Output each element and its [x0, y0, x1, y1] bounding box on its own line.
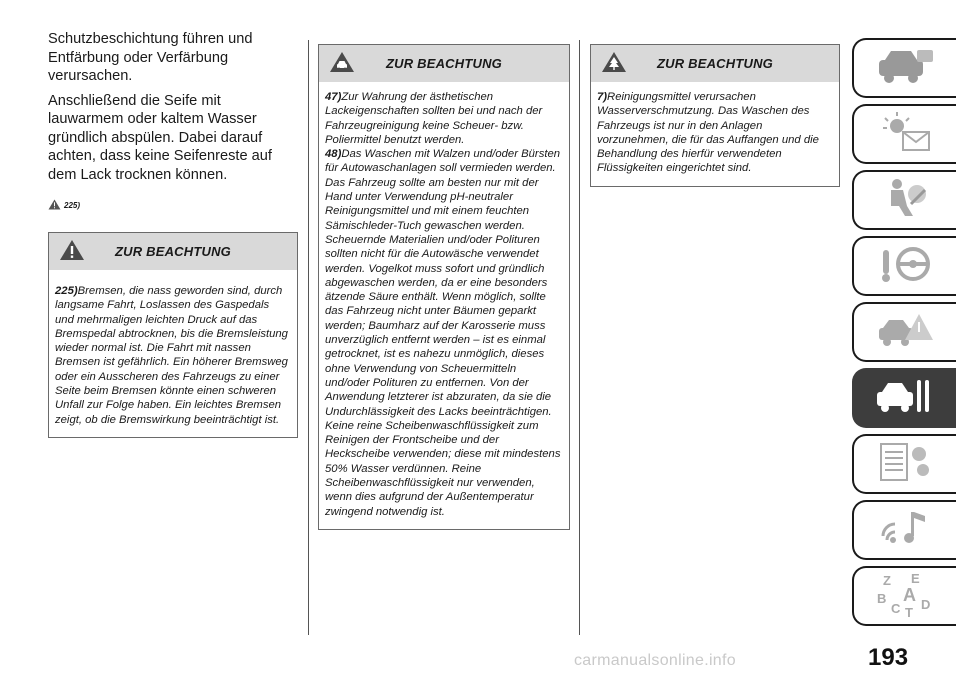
warning-triangle-icon [59, 239, 85, 266]
note-title: ZUR BEACHTUNG [115, 244, 231, 259]
alphabetical-index-icon [873, 569, 937, 624]
note-text: Bremsen, die nass geworden sind, durch langsame Fahrt, Loslassen des Gaspedals und mehrmaligen leichten Druck auf das Bremspedal abtrocknen, bis die Bremsleistung wieder normal ist. Die Fahrt mit nassen Bremsen ist gefährlich. Ein höherer Bremsweg oder ein Ausscheren des Fahrzeugs zu einer Seite beim Bremsen könnte einen schweren Unfall zur Folge haben. Ein leichtes Bremsen zeigt, ob die Bremswirkung beeinträchtigt ist. [55, 285, 288, 426]
index-letter-t: T [905, 604, 913, 619]
safety-airbag-icon [873, 176, 937, 225]
tab-maintenance[interactable] [852, 368, 956, 428]
note-number: 48) [325, 148, 342, 161]
note-number: 225) [55, 285, 78, 297]
index-letter-c: C [891, 600, 901, 616]
tab-safety[interactable] [852, 170, 956, 230]
caution-note-47-48 [318, 44, 570, 530]
warning-reference[interactable] [48, 198, 298, 212]
warning-reference-number: 225) [64, 200, 81, 210]
paragraph-rinse: Anschließend die Seife mit lauwarmem oder kaltem Wasser gründlich abspülen. Dabei darauf achten, dass keine Seifenreste auf dem Lack trocknen können. [48, 92, 272, 183]
tree-environment-icon [601, 51, 627, 78]
note-body [49, 270, 297, 437]
multimedia-icon [873, 506, 937, 555]
index-letter-z: Z [883, 572, 891, 588]
tab-starting-driving[interactable] [852, 236, 956, 296]
car-dashboard-icon [873, 46, 937, 91]
note-text: Reinigungsmittel verursachen Wasserverschmutzung. Das Waschen des Fahrzeugs ist nur in den Anlagen vorzunehmen, die für das Auffangen und die Behandlung des hierfür verwendeten Flüssigkeiten eingerichtet sind. [597, 91, 819, 175]
paragraph-continuation: Schutzbeschichtung führen und Entfärbung oder Verfärbung verursachen. [48, 31, 253, 84]
column-middle [318, 44, 570, 530]
warning-note-225 [48, 232, 298, 438]
emergency-crash-icon [873, 308, 937, 357]
tab-dashboard[interactable] [852, 38, 956, 98]
tab-multimedia[interactable] [852, 500, 956, 560]
note-header [49, 233, 297, 270]
column-divider [579, 40, 580, 635]
note-title: ZUR BEACHTUNG [657, 56, 773, 71]
note-text: Das Waschen mit Walzen und/oder Bürsten für Autowaschanlagen soll vermieden werden. Das Fahrzeug sollte am besten nur mit der Hand unter Verwendung pH-neutraler Reinigungsmittel und mit einem feuchten Sämischleder-Tuch gewaschen werden. Scheuernde Materialien und/oder Polituren sollten nicht für die Autowäsche verwendet werden. Vogelkot muss sofort und gründlich abgewaschen werden, da er eine besonders ätzende Säure enthält. Wenn möglich, sollte das Fahrzeug nicht unter Bäumen geparkt werden; Baumharz auf der Karosserie muss unverzüglich entfernt werden – ist es einmal getrocknet, ist es nahezu unmöglich, dieses ohne Verwendung von Scheuermitteln und/oder Polituren zu entfernen. Von der Anwendung letzterer ist abzuraten, da sie die Undurchlässigkeit des Lacks beeinträchtigen. Keine reine Scheibenwaschflüssigkeit zum Reinigen der Frontscheibe und der Heckscheibe verwenden; diese mit mindestens 50% Wasser verdünnen. Reine Scheibenwaschflüssigkeit nur verwenden, wenn dies aufgrund der Außentemperatur zwingend notwendig ist. [325, 148, 561, 518]
tab-technical-data[interactable] [852, 434, 956, 494]
index-letter-d: D [921, 596, 931, 612]
note-header [591, 45, 839, 82]
note-title: ZUR BEACHTUNG [386, 56, 502, 71]
column-right [590, 44, 840, 187]
page-number: 193 [868, 644, 909, 671]
tab-warning-lights[interactable] [852, 104, 956, 164]
note-number: 7) [597, 91, 608, 103]
warning-triangle-icon [48, 199, 61, 212]
car-caution-icon [329, 51, 355, 78]
index-letter-b: B [877, 590, 887, 606]
index-letter-a: A [903, 584, 916, 605]
note-number: 47) [325, 91, 342, 103]
technical-data-icon [873, 440, 937, 489]
warning-lights-icon [873, 110, 937, 159]
column-left [48, 30, 298, 438]
column-divider [308, 40, 309, 635]
note-body [591, 82, 839, 186]
note-header [319, 45, 569, 82]
index-letter-e: E [911, 570, 920, 586]
car-maintenance-icon [873, 374, 937, 423]
steering-wheel-icon [873, 242, 937, 291]
watermark: carmanualsonline.info [574, 652, 736, 669]
tab-emergency[interactable] [852, 302, 956, 362]
note-text: Zur Wahrung der ästhetischen Lackeigenschaften sollten bei und nach der Fahrzeugreinigung keine Scheuer- bzw. Poliermittel benutzt werden. [325, 91, 543, 146]
environment-note-7 [590, 44, 840, 187]
tab-index[interactable] [852, 566, 956, 626]
note-body [319, 82, 569, 529]
